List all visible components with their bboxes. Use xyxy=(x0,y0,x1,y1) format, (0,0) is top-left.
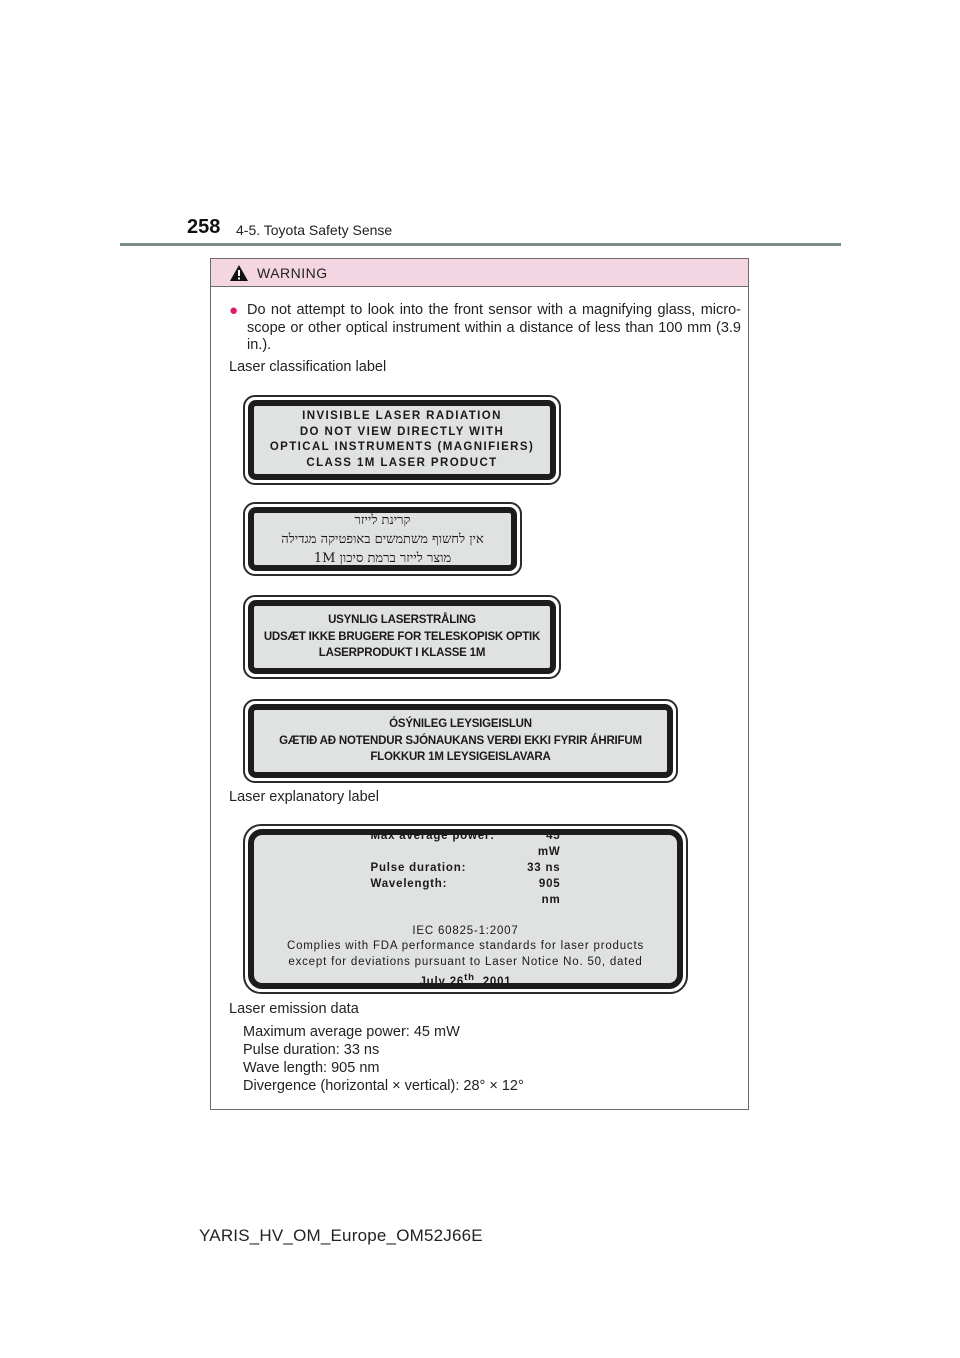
fda-date-year: , 2001 xyxy=(474,975,512,988)
explanatory-laser-label xyxy=(243,824,688,994)
emission-grid xyxy=(371,828,561,908)
icelandic-laser-label xyxy=(243,699,678,783)
emission-name: Max average power: xyxy=(370,829,495,842)
warning-bullet xyxy=(229,302,741,355)
fda-line-1: Complies with FDA performance standards for laser products xyxy=(286,940,645,953)
label-line: ÓSÝNILEG LEYSIGEISLUN xyxy=(389,718,532,731)
classification-caption: Laser classification label xyxy=(229,359,387,375)
page-number: 258 xyxy=(187,216,221,238)
warning-box xyxy=(210,258,749,1110)
emission-value: 33 ns xyxy=(527,861,561,874)
bullet-dot-icon: ● xyxy=(229,302,239,319)
label-line: FLOKKUR 1M LEYSIGEISLAVARA xyxy=(370,751,551,764)
emission-caption: Laser emission data xyxy=(229,1001,359,1017)
fda-date-sup: th xyxy=(464,972,475,984)
emission-name: Wavelength: xyxy=(370,877,448,890)
english-laser-label xyxy=(243,395,561,485)
emission-value: 905 nm xyxy=(538,877,561,906)
warning-bullet-text: Do not attempt to look into the front sensor with a magnifying glass, micro-scope or other optical instrument within a distance of less than 100 mm (3.9 in.). xyxy=(247,302,741,353)
emission-line: Pulse duration: 33 ns xyxy=(243,1042,380,1058)
label-line: UDSÆT IKKE BRUGERE FOR TELESKOPISK OPTIK xyxy=(263,630,541,643)
iec-block xyxy=(287,924,644,991)
fda-line-2: except for deviations pursuant to Laser Notice No. 50, dated xyxy=(288,955,643,968)
header-rule xyxy=(120,243,841,246)
label-line: DO NOT VIEW DIRECTLY WITH xyxy=(299,425,505,438)
label-line: USYNLIG LASERSTRÅLING xyxy=(328,614,476,627)
label-line: INVISIBLE LASER RADIATION xyxy=(302,410,502,422)
document-footer: YARIS_HV_OM_Europe_OM52J66E xyxy=(199,1226,483,1245)
label-line: אין לחשוף משתמשים באופטיקה מגדילה xyxy=(281,531,484,547)
label-line: GÆTIÐ AÐ NOTENDUR SJÓNAUKANS VERÐI EKKI FYRIR ÁHRIFUM xyxy=(279,734,642,747)
warning-triangle-icon xyxy=(229,264,249,282)
section-title: 4-5. Toyota Safety Sense xyxy=(236,222,393,238)
emission-line: Maximum average power: 45 mW xyxy=(243,1024,460,1040)
explanatory-caption: Laser explanatory label xyxy=(229,789,379,805)
label-line: מוצר לייזר ברמת סיכון 1M xyxy=(313,550,452,566)
warning-header xyxy=(211,259,748,287)
fda-date-main: July 26 xyxy=(419,975,465,988)
iec-standard: IEC 60825-1:2007 xyxy=(412,924,519,937)
label-line: קרינת לייזר xyxy=(354,512,411,528)
emission-line: Wave length: 905 nm xyxy=(243,1060,380,1076)
emission-value: 45 mW xyxy=(537,829,561,858)
emission-name: Pulse duration: xyxy=(370,861,467,874)
label-line: CLASS 1M LASER PRODUCT xyxy=(306,456,498,469)
warning-title: WARNING xyxy=(257,264,328,281)
label-line: OPTICAL INSTRUMENTS (MAGNIFIERS) xyxy=(269,441,535,453)
emission-data-list xyxy=(243,1023,524,1095)
hebrew-laser-label xyxy=(243,502,522,576)
label-line: LASERPRODUKT I KLASSE 1M xyxy=(318,647,486,660)
emission-line: Divergence (horizontal × vertical): 28° × 12° xyxy=(243,1078,524,1094)
danish-laser-label xyxy=(243,595,561,679)
fda-date xyxy=(287,970,644,990)
